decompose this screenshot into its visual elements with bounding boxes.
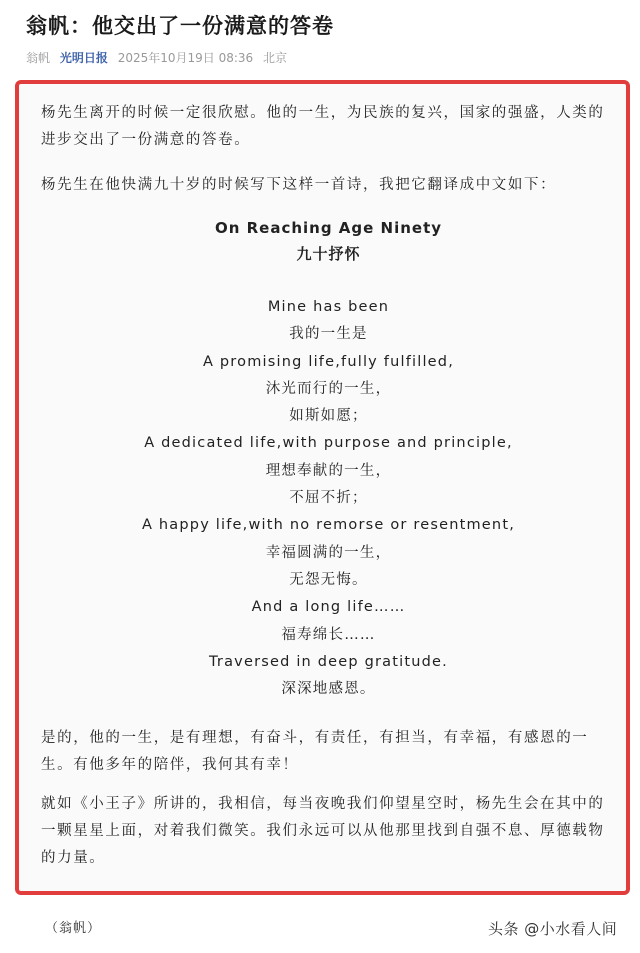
paragraph: 杨先生离开的时候一定很欣慰。他的一生，为民族的复兴，国家的强盛，人类的进步交出了一份满意的答卷。 [41, 105, 605, 148]
article-body [15, 80, 630, 895]
poem-title-zh: 九十抒怀 [296, 245, 361, 263]
poem-title-en: On Reaching Age Ninety [214, 219, 443, 237]
paragraph: 是的，他的一生，是有理想，有奋斗，有责任，有担当，有幸福，有感恩的一生。有他多年的陪伴，我何其有幸！ [41, 730, 589, 774]
poem-line: 沐光而行的一生， [265, 380, 392, 397]
paragraph: 杨先生在他快满九十岁的时候写下这样一首诗，我把它翻译成中文如下： [41, 177, 557, 193]
author-name[interactable]: 翁帆 [26, 51, 51, 65]
poem [41, 216, 616, 703]
poem-line: 深深地感恩。 [281, 681, 376, 698]
poem-line: 不屈不折； [289, 490, 368, 507]
poem-line: A promising life,fully fulfilled, [202, 353, 455, 370]
poem-line: 理想奉献的一生， [265, 462, 392, 479]
poem-line: 如斯如愿； [289, 408, 368, 425]
poem-line: Traversed in deep gratitude. [209, 653, 448, 670]
poem-line: 我的一生是 [289, 326, 368, 343]
publish-time: 2025年10月19日 08:36 [117, 51, 254, 65]
paragraph: 就如《小王子》所讲的，我相信，每当夜晚我们仰望星空时，杨先生会在其中的一颗星星上面，对着我们微笑。我们永远可以从他那里找到自强不息、厚德载物的力量。 [41, 796, 605, 867]
poem-line: A dedicated life,with purpose and principle, [144, 435, 513, 452]
poem-line: 幸福圆满的一生， [265, 544, 392, 561]
article-meta [26, 49, 293, 66]
poem-line: Mine has been [267, 299, 390, 315]
article-header [0, 0, 640, 80]
page-title: 翁帆：他交出了一份满意的答卷 [26, 14, 334, 38]
poem-line: And a long life…… [251, 599, 406, 616]
poem-line: 福寿绵长…… [281, 626, 376, 643]
poem-lines [41, 294, 616, 703]
publish-location: 北京 [263, 51, 288, 65]
source-link[interactable]: 光明日报 [59, 51, 108, 65]
author-signature: （翁帆） [45, 921, 102, 936]
poem-line: 无怨无悔。 [289, 571, 368, 588]
platform-watermark: 头条 @小水看人间 [488, 920, 618, 938]
poem-line: A happy life,with no remorse or resentment, [141, 517, 516, 534]
